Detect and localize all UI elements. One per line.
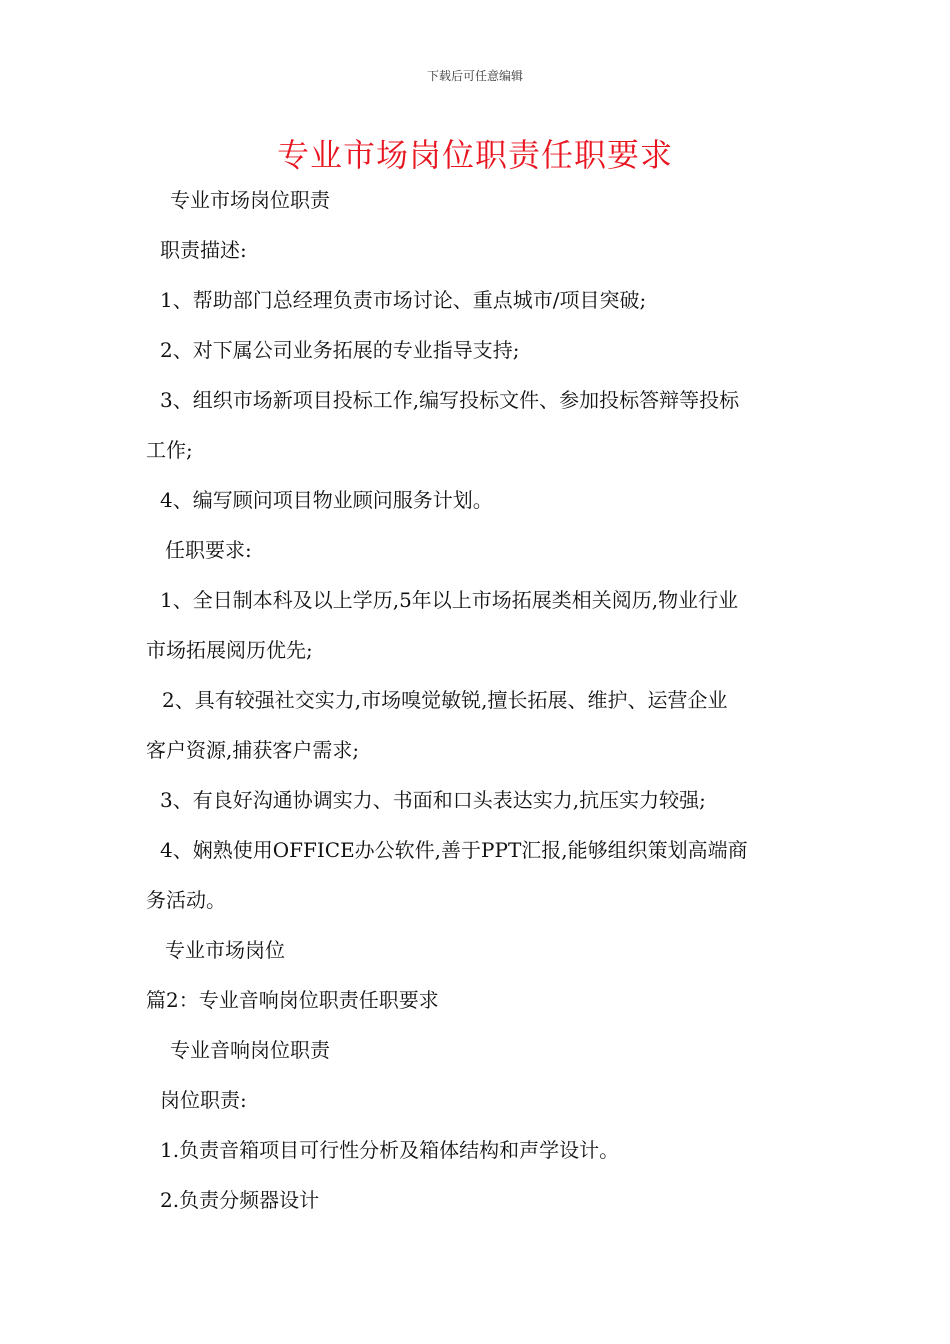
chapter-heading: 篇2：专业音响岗位职责任职要求 xyxy=(146,988,439,1012)
list-item-continued: 客户资源,捕获客户需求; xyxy=(146,738,360,762)
header-note: 下载后可任意编辑 xyxy=(426,69,523,83)
subheading-duties: 岗位职责: xyxy=(160,1088,247,1112)
subheading-duties: 职责描述: xyxy=(160,238,247,262)
list-item: 1、帮助部门总经理负责市场讨论、重点城市/项目突破; xyxy=(160,288,647,312)
section-heading: 专业市场岗位职责 xyxy=(170,188,330,212)
list-item-continued: 市场拓展阅历优先; xyxy=(146,638,313,662)
list-item: 2、具有较强社交实力,市场嗅觉敏锐,擅长拓展、维护、运营企业 xyxy=(162,688,728,712)
document-title: 专业市场岗位职责任职要求 xyxy=(276,136,673,174)
list-item: 2、对下属公司业务拓展的专业指导支持; xyxy=(160,338,520,362)
section-heading: 专业音响岗位职责 xyxy=(170,1038,330,1062)
subheading-requirements: 任职要求: xyxy=(165,538,252,562)
list-item: 4、娴熟使用OFFICE办公软件,善于PPT汇报,能够组织策划高端商 xyxy=(160,838,748,862)
list-item-continued: 工作; xyxy=(146,438,193,462)
section-heading: 专业市场岗位 xyxy=(165,938,285,962)
list-item: 3、有良好沟通协调实力、书面和口头表达实力,抗压实力较强; xyxy=(160,788,706,812)
list-item: 3、组织市场新项目投标工作,编写投标文件、参加投标答辩等投标 xyxy=(160,388,740,412)
list-item-continued: 务活动。 xyxy=(146,888,226,912)
list-item: 1、全日制本科及以上学历,5年以上市场拓展类相关阅历,物业行业 xyxy=(160,588,739,612)
list-item: 4、编写顾问项目物业顾问服务计划。 xyxy=(160,488,493,512)
list-item: 2.负责分频器设计 xyxy=(160,1188,320,1212)
list-item: 1.负责音箱项目可行性分析及箱体结构和声学设计。 xyxy=(160,1138,620,1162)
